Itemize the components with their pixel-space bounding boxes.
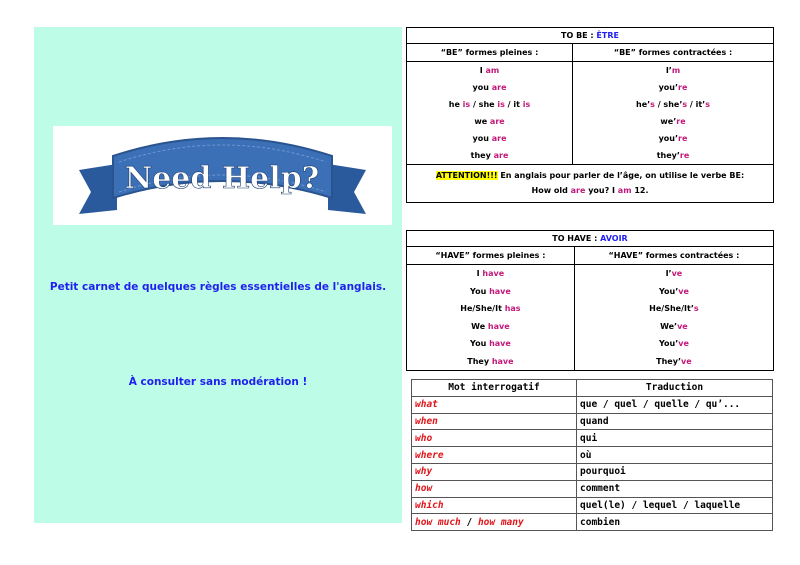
verb-text: you? I	[585, 186, 618, 195]
to-have-full-list	[407, 265, 575, 371]
question-word: who	[412, 430, 577, 447]
consult-text: À consulter sans modération !	[128, 376, 308, 388]
question-word: where	[412, 447, 577, 464]
to-have-title-fr: AVOIR	[600, 234, 628, 243]
verb-ending: s	[682, 100, 688, 109]
translation: quel(le) / lequel / laquelle	[577, 497, 773, 514]
to-have-table	[406, 230, 774, 371]
verb-ending: have	[482, 269, 505, 278]
verb-ending: s	[650, 100, 655, 109]
note-example	[532, 186, 649, 195]
conjugation-line	[575, 300, 773, 318]
col-question-word: Mot interrogatif	[412, 380, 577, 397]
verb-text: You’	[658, 286, 679, 296]
verb-ending: ve	[678, 286, 689, 296]
conjugation-line	[407, 353, 574, 371]
to-be-table	[406, 27, 774, 203]
table-row	[412, 396, 773, 413]
verb-ending: s	[693, 304, 699, 313]
verb-ending: ve	[671, 269, 683, 278]
verb-text: you	[472, 83, 492, 92]
to-have-title-prefix: TO HAVE :	[552, 234, 601, 243]
verb-ending: has	[504, 304, 521, 313]
verb-text: you	[472, 134, 492, 143]
translation: quand	[577, 413, 773, 430]
conjugation-line	[573, 79, 773, 96]
verb-text: / it’	[687, 100, 706, 109]
verb-text: we	[474, 117, 490, 126]
verb-ending: is	[462, 100, 471, 109]
translation: combien	[577, 514, 773, 531]
to-be-title-prefix: TO BE :	[561, 31, 597, 40]
verb-text: / she	[470, 100, 498, 109]
verb-ending: re	[678, 134, 688, 143]
question-words-table	[411, 379, 773, 531]
question-word: how much / how many	[412, 514, 577, 531]
to-have-col-full: “HAVE” formes pleines :	[407, 247, 575, 265]
verb-text: / it	[504, 100, 523, 109]
verb-ending: have	[489, 286, 511, 296]
table-row	[412, 430, 773, 447]
to-be-title	[407, 28, 774, 44]
verb-ending: are	[491, 83, 507, 92]
conjugation-line	[573, 96, 773, 113]
table-row	[412, 480, 773, 497]
verb-text: / she’	[654, 100, 683, 109]
to-be-full-list	[407, 62, 573, 165]
table-row	[412, 413, 773, 430]
note-text: En anglais pour parler de l’âge, on utilise le verbe BE:	[497, 171, 745, 180]
verb-ending: is	[497, 100, 505, 109]
table-row	[412, 447, 773, 464]
verb-ending: re	[678, 83, 688, 92]
to-have-col-contr: “HAVE” formes contractées :	[574, 247, 773, 265]
banner-text: Need Help?	[124, 161, 320, 196]
verb-text: We’	[660, 321, 678, 331]
verb-text: I	[479, 66, 486, 75]
conjugation-line	[407, 79, 572, 96]
verb-text: They	[467, 356, 492, 366]
verb-text: they	[470, 151, 494, 160]
verb-text: He/She/It’	[649, 304, 694, 313]
conjugation-line	[573, 130, 773, 147]
conjugation-line	[407, 147, 572, 164]
verb-text: you’	[658, 83, 679, 92]
conjugation-line	[407, 113, 572, 130]
verb-text: I’	[665, 66, 672, 75]
translation: que / quel / quelle / qu’...	[577, 396, 773, 413]
to-be-col-full: “BE” formes pleines :	[407, 44, 573, 62]
verb-ending: s	[705, 100, 710, 109]
verb-ending: have	[489, 339, 511, 348]
intro-panel	[34, 27, 402, 523]
conjugation-line	[573, 113, 773, 130]
question-word: which	[412, 497, 577, 514]
to-be-title-fr: ÊTRE	[596, 31, 619, 40]
verb-text: You’	[658, 339, 679, 348]
verb-ending: ve	[681, 356, 692, 366]
verb-text: You	[470, 339, 490, 348]
verb-text: We	[471, 321, 488, 331]
conjugation-line	[407, 62, 572, 79]
conjugation-line	[575, 318, 773, 336]
question-word: how	[412, 480, 577, 497]
verb-text: They’	[656, 356, 681, 366]
verb-text: He/She/It	[460, 304, 505, 313]
question-word: why	[412, 463, 577, 480]
verb-ending: am	[617, 186, 632, 195]
verb-text: he’	[636, 100, 651, 109]
verb-ending: are	[493, 151, 509, 160]
translation: où	[577, 447, 773, 464]
conjugation-line	[575, 335, 773, 353]
verb-ending: re	[679, 151, 690, 160]
verb-text: How old	[531, 186, 571, 195]
conjugation-line	[575, 283, 773, 301]
conjugation-line	[407, 318, 574, 336]
verb-ending: re	[676, 117, 686, 126]
verb-ending: have	[491, 356, 514, 366]
verb-ending: is	[522, 100, 531, 109]
table-row	[412, 514, 773, 531]
conjugation-line	[407, 283, 574, 301]
verb-ending: are	[489, 117, 505, 126]
verb-text: you’	[658, 134, 679, 143]
table-row	[412, 463, 773, 480]
translation: comment	[577, 480, 773, 497]
table-row	[412, 497, 773, 514]
verb-ending: am	[485, 66, 500, 75]
verb-text: they’	[656, 151, 680, 160]
attention-label: ATTENTION!!!	[435, 171, 498, 180]
ribbon-tail-right	[328, 164, 366, 214]
verb-text: we’	[660, 117, 677, 126]
conjugation-line	[573, 62, 773, 79]
verb-text: You	[470, 286, 490, 296]
to-be-note	[407, 165, 774, 203]
question-word: what	[412, 396, 577, 413]
verb-text: he	[448, 100, 463, 109]
conjugation-line	[407, 130, 572, 147]
col-translation: Traduction	[577, 380, 773, 397]
conjugation-line	[407, 300, 574, 318]
conjugation-line	[407, 265, 574, 283]
translation: pourquoi	[577, 463, 773, 480]
verb-text: 12.	[631, 186, 649, 195]
to-have-title	[407, 231, 774, 247]
conjugation-line	[575, 353, 773, 371]
verb-ending: are	[491, 134, 507, 143]
conjugation-line	[407, 96, 572, 113]
to-be-col-contr: “BE” formes contractées :	[573, 44, 774, 62]
verb-text: I	[476, 269, 483, 278]
ribbon-tail-left	[79, 164, 117, 214]
verb-text: I’	[665, 269, 672, 278]
verb-ending: m	[671, 66, 681, 75]
translation: qui	[577, 430, 773, 447]
to-have-contr-list	[574, 265, 773, 371]
conjugation-line	[573, 147, 773, 164]
verb-ending: are	[570, 186, 586, 195]
verb-ending: ve	[678, 339, 689, 348]
question-word: when	[412, 413, 577, 430]
verb-ending: have	[487, 321, 510, 331]
conjugation-line	[575, 265, 773, 283]
need-help-banner	[53, 126, 392, 225]
verb-ending: ve	[677, 321, 688, 331]
conjugation-line	[407, 335, 574, 353]
intro-text: Petit carnet de quelques règles essentielles de l'anglais.	[49, 281, 387, 293]
ribbon-banner-image	[53, 126, 392, 225]
to-be-contr-list	[573, 62, 774, 165]
